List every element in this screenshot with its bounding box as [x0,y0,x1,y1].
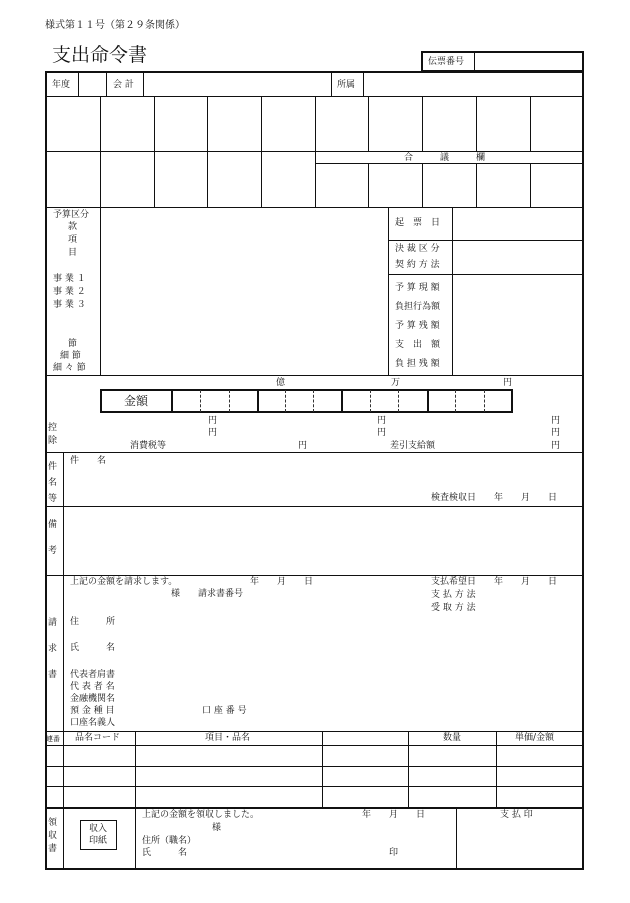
project1-label: 事 業 １ [53,274,86,284]
oku-unit: 億 [276,378,286,388]
col-product-code: 品名コード [75,733,121,743]
receipt-address-label: 住所（職名） [142,836,197,846]
setsu-label: 節 [68,339,78,349]
receipt-side-label: 領 収 書 [48,818,58,854]
receipt-date: 年 月 日 [362,810,426,820]
yen-mark: 円 [208,428,218,438]
amount-label: 金額 [124,394,149,408]
budget-moku-label: 目 [68,248,78,258]
subject-side-label: 件 名 等 [48,462,58,504]
name-label: 氏 名 [70,643,116,653]
project3-label: 事 業 ３ [53,300,86,310]
remarks-label: 備 考 [48,520,58,556]
col-quantity: 数量 [443,733,462,743]
payment-date-label: 支払希望日 年 月 日 [431,577,558,587]
commitment-label: 負担行為額 [395,302,441,312]
budget-kou-label: 項 [68,235,78,245]
receipt-method-label: 受 取 方 法 [431,603,476,613]
invoice-number-label: 様 請求書番号 [171,589,244,599]
slip-number-label: 伝票番号 [428,57,465,67]
yen-mark: 円 [377,416,387,426]
subject-label: 件 名 [70,456,107,466]
form-number: 様式第１１号（第２９条関係） [45,20,185,31]
department-label: 所属 [337,80,356,90]
payment-method-label: 支 払 方 法 [431,590,476,600]
receipt-sama: 様 [212,823,222,833]
claim-side-label: 請 求 書 [48,618,58,680]
net-payment-label: 差引支給額 [390,441,436,451]
seal-mark: 印 [389,848,399,858]
rep-title-label: 代表者肩書 [70,670,116,680]
contract-method-label: 契 約 方 法 [395,260,440,270]
commitment-balance-label: 負 担 残 額 [395,359,440,369]
project2-label: 事 業 ２ [53,287,86,297]
payment-seal-label: 支 払 印 [500,810,533,820]
man-unit: 万 [391,378,401,388]
col-unit-price: 単価/金額 [515,733,555,743]
revenue-stamp-label: 収入 印紙 [89,824,108,846]
col-item-name: 項目・品名 [205,733,251,743]
expenditure-label: 支 出 額 [395,340,441,350]
bank-name-label: 金融機関名 [70,694,116,704]
rep-name-label: 代 表 者 名 [70,682,115,692]
yen-mark: 円 [377,428,387,438]
budget-current-label: 予 算 現 額 [395,283,440,293]
inspection-date-label: 検査検収日 年 月 日 [431,493,558,503]
yen-mark: 円 [208,416,218,426]
budget-kan-label: 款 [68,222,78,232]
accounting-label: 会 計 [113,80,134,90]
claim-statement: 上記の金額を請求します。 [70,577,178,587]
draft-date-label: 起 票 日 [395,218,441,228]
account-number-label: 口 座 番 号 [202,706,247,716]
sub-setsu-label: 細 節 [60,351,81,361]
claim-date: 年 月 日 [250,577,314,587]
sub-sub-setsu-label: 細 々 節 [53,363,86,373]
page-title: 支出命令書 [52,44,148,66]
consumption-tax-label: 消費税等 [130,441,167,451]
yen-mark: 円 [551,428,561,438]
deposit-type-label: 預 金 種 目 [70,706,115,716]
yen-mark: 円 [551,416,561,426]
address-label: 住 所 [70,617,116,627]
budget-category-label: 予算区分 [53,210,90,220]
yen-mark: 円 [298,441,308,451]
yen-mark: 円 [551,441,561,451]
fiscal-year-label: 年度 [52,80,71,90]
account-holder-label: 口座名義人 [70,718,116,728]
deduction-label: 控 除 [48,423,58,446]
col-serial: 連番 [46,735,60,743]
yen-unit: 円 [503,378,513,388]
approval-class-label: 決 裁 区 分 [395,244,440,254]
council-label: 合 議 欄 [404,153,486,163]
receipt-name-label: 氏 名 [142,848,188,858]
receipt-statement: 上記の金額を領収しました。 [142,810,260,820]
budget-balance-label: 予 算 残 額 [395,321,440,331]
amount-box [100,389,513,413]
